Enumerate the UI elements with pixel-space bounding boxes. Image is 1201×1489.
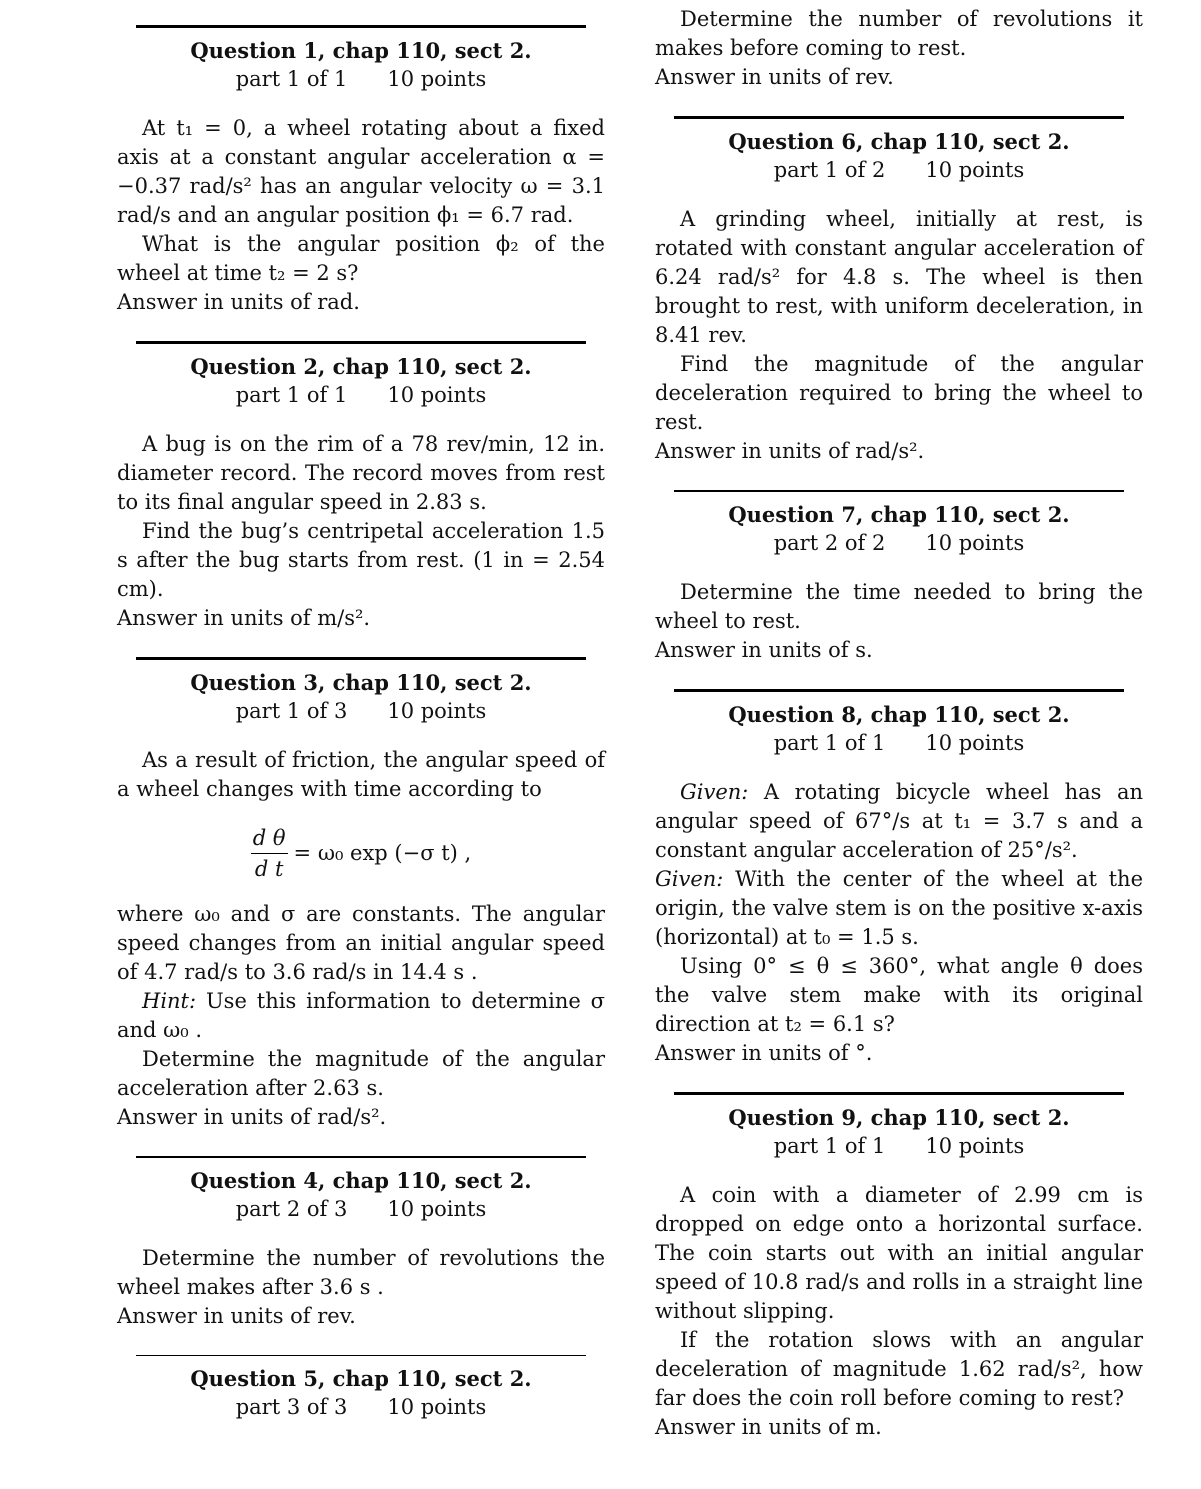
question-part-line [117, 1195, 605, 1224]
divider-rule [674, 1092, 1124, 1095]
question-6 [655, 116, 1143, 466]
equation [117, 818, 605, 888]
question-2 [117, 341, 605, 633]
points-label: 10 points [925, 1133, 1025, 1158]
question-body [117, 114, 605, 317]
paragraph-text: What is the angular position ϕ₂ of the wheel at time t₂ = 2 s? [117, 232, 605, 285]
paragraph-lead: Given: [680, 779, 749, 804]
question-8 [655, 689, 1143, 1068]
paragraph [117, 746, 605, 804]
question-part-line [655, 729, 1143, 758]
paragraph [117, 987, 605, 1045]
divider-rule [136, 341, 586, 344]
question-body [117, 430, 605, 633]
part-label: part 1 of 3 [235, 699, 348, 723]
points-label: 10 points [387, 699, 487, 723]
paragraph [655, 865, 1143, 952]
question-body [655, 1181, 1143, 1442]
question-body [655, 778, 1143, 1068]
question-part-line [655, 1132, 1143, 1161]
paragraph [655, 1326, 1143, 1413]
paragraph-text: Determine the magnitude of the angular acceleration after 2.63 s. [117, 1047, 605, 1100]
answer-units: Answer in units of rad/s². [655, 439, 925, 463]
question-part-line [655, 529, 1143, 558]
part-label: part 1 of 1 [235, 67, 348, 91]
question-title: Question 9, chap 110, sect 2. [728, 1104, 1070, 1130]
paragraph-text: As a result of friction, the angular speed of a wheel changes with time according to [117, 748, 605, 801]
part-label: part 2 of 2 [773, 530, 886, 555]
paragraph [655, 350, 1143, 437]
question-body [655, 205, 1143, 466]
paragraph [117, 900, 605, 987]
question-4 [117, 1156, 605, 1331]
paragraph-lead: Hint: [142, 989, 197, 1013]
question-part-line [655, 156, 1143, 185]
question-9 [655, 1092, 1143, 1442]
paragraph [655, 205, 1143, 350]
divider-rule [136, 25, 586, 28]
question-title: Question 1, chap 110, sect 2. [190, 38, 532, 63]
paragraph-lead: Given: [655, 866, 724, 891]
points-label: 10 points [387, 1395, 487, 1419]
divider-rule [136, 1156, 586, 1158]
part-label: part 1 of 2 [773, 158, 886, 182]
question-part-line [117, 697, 605, 726]
part-label: part 1 of 1 [773, 730, 886, 755]
points-label: 10 points [387, 1196, 487, 1221]
question-title: Question 6, chap 110, sect 2. [728, 129, 1070, 154]
paragraph-text: A rotating bicycle wheel has an angular speed of 67°/s at t₁ = 3.7 s and a constant angular acceleration of 25°/s². [655, 779, 1143, 862]
paragraph [655, 578, 1143, 636]
paragraph-text: where ω₀ and σ are constants. The angular speed changes from an initial angular speed of 4.7 rad/s to 3.6 rad/s in 14.4 s . [117, 902, 605, 984]
paragraph [117, 114, 605, 230]
paragraph [117, 1244, 605, 1302]
question-3 [117, 657, 605, 1132]
question-part-line [117, 65, 605, 94]
left-column [117, 1, 605, 1422]
question-body [655, 578, 1143, 665]
paragraph-text: Find the magnitude of the angular deceleration required to bring the wheel to rest. [655, 352, 1143, 434]
answer-units: Answer in units of °. [655, 1040, 873, 1065]
answer-units: Answer in units of rad. [117, 290, 360, 314]
part-label: part 3 of 3 [235, 1395, 348, 1419]
part-label: part 1 of 1 [235, 383, 348, 407]
answer-units: Answer in units of rev. [655, 65, 894, 89]
paragraph-text: A grinding wheel, initially at rest, is rotated with constant angular acceleration of 6.24 rad/s² for 4.8 s. The wheel is then brought to rest, with uniform deceleration, in 8.41 rev. [655, 207, 1143, 347]
paragraph [655, 778, 1143, 865]
fraction [251, 823, 288, 884]
paragraph-text: Use this information to determine σ and ω₀ . [117, 989, 605, 1042]
points-label: 10 points [925, 158, 1025, 182]
paragraph-text: Determine the number of revolutions the wheel makes after 3.6 s . [117, 1245, 605, 1299]
paragraph [117, 230, 605, 288]
question-body [117, 1244, 605, 1331]
equation-rhs: = ω₀ exp (−σ t) , [293, 841, 472, 865]
part-label: part 1 of 1 [773, 1133, 886, 1158]
right-column [655, 5, 1143, 1442]
part-label: part 2 of 3 [235, 1196, 348, 1221]
question-5 [117, 1355, 605, 1423]
points-label: 10 points [925, 530, 1025, 555]
paragraph: Determine the number of revolutions it makes before coming to rest. [655, 7, 1143, 60]
question-part-line [117, 1393, 605, 1422]
denominator: d t [254, 856, 284, 881]
question-title: Question 2, chap 110, sect 2. [190, 354, 532, 379]
question-title: Question 5, chap 110, sect 2. [190, 1366, 532, 1391]
paragraph [117, 517, 605, 604]
answer-units: Answer in units of rad/s². [117, 1105, 387, 1129]
answer-units: Answer in units of rev. [117, 1303, 356, 1328]
points-label: 10 points [925, 730, 1025, 755]
divider-rule [674, 689, 1124, 692]
question-7 [655, 490, 1143, 665]
numerator: d θ [251, 823, 288, 854]
points-label: 10 points [387, 67, 487, 91]
paragraph-text: Determine the time needed to bring the wheel to rest. [655, 579, 1143, 633]
paragraph [117, 1045, 605, 1103]
question-title: Question 7, chap 110, sect 2. [728, 501, 1070, 527]
paragraph-text: A coin with a diameter of 2.99 cm is dropped on edge onto a horizontal surface. The coin starts out with an initial angular speed of 10.8 rad/s and rolls in a straight line without slipping. [655, 1182, 1143, 1323]
paragraph-text: Using 0° ≤ θ ≤ 360°, what angle θ does the valve stem make with its original direction at t₂ = 6.1 s? [655, 953, 1143, 1036]
answer-units: Answer in units of m. [655, 1414, 882, 1439]
paragraph [655, 1181, 1143, 1326]
question-body [117, 746, 605, 1132]
divider-rule [136, 1355, 586, 1357]
divider-rule [674, 490, 1124, 492]
paragraph-text: Find the bug’s centripetal acceleration 1.5 s after the bug starts from rest. (1 in = 2.54 cm). [117, 519, 605, 601]
divider-rule [674, 116, 1124, 119]
paragraph-text: At t₁ = 0, a wheel rotating about a fixed axis at a constant angular acceleration α = −0.37 rad/s² has an angular velocity ω = 3.1 rad/s and an angular position ϕ₁ = 6.7 rad. [117, 116, 605, 227]
paragraph-text: If the rotation slows with an angular deceleration of magnitude 1.62 rad/s², how far does the coin roll before coming to rest? [655, 1327, 1143, 1410]
question-title: Question 8, chap 110, sect 2. [728, 701, 1070, 727]
question-title: Question 4, chap 110, sect 2. [190, 1167, 532, 1193]
paragraph [117, 430, 605, 517]
question-part-line [117, 381, 605, 410]
paragraph [655, 952, 1143, 1039]
points-label: 10 points [387, 383, 487, 407]
divider-rule [136, 657, 586, 660]
question-title: Question 3, chap 110, sect 2. [190, 670, 532, 695]
answer-units: Answer in units of s. [655, 637, 873, 662]
paragraph-text: A bug is on the rim of a 78 rev/min, 12 in. diameter record. The record moves from rest to its final angular speed in 2.83 s. [117, 432, 605, 514]
question-5-body [655, 5, 1143, 92]
paragraph-text: With the center of the wheel at the origin, the valve stem is on the positive x-axis (horizontal) at t₀ = 1.5 s. [655, 866, 1143, 949]
answer-units: Answer in units of m/s². [117, 606, 371, 630]
question-1 [117, 25, 605, 317]
